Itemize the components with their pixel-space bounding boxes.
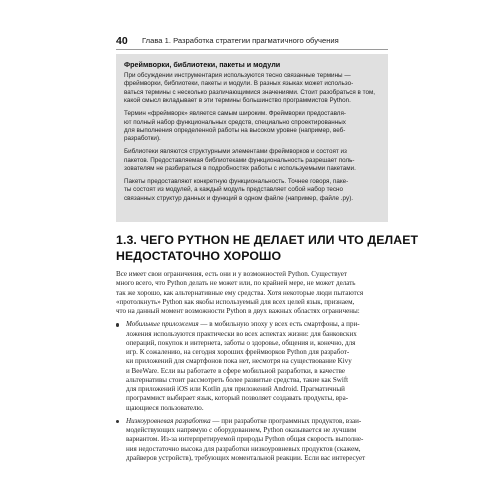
- text-line: игр. К сожалению, на сегодня хороших фреймворков Python для разработ-: [126, 348, 350, 356]
- sidebar-paragraph: [124, 178, 380, 203]
- header-rule: [116, 49, 388, 50]
- intro-paragraph: [116, 270, 388, 316]
- text-line: ваться термины с несколько различающимися значениями. Стоит разобраться в том,: [124, 88, 376, 96]
- text-line: для приложений iOS или Kotlin для приложений Android. Прагматичный: [126, 385, 345, 393]
- text-line: ложения используются практически во всех аспектах жизни: для банковских: [126, 329, 357, 338]
- text-line: какой смысл вкладывает в эти термины большинство программистов Python.: [124, 97, 351, 105]
- section-heading-line: НЕДОСТАТОЧНО ХОРОШО: [116, 249, 282, 263]
- text-line: альтернативы стоит рассмотреть более развитые средства, такие как Swift: [126, 375, 349, 384]
- text-line: [126, 320, 388, 329]
- bullet-lead: Низкоуровневая разработка: [126, 416, 211, 425]
- text-line: программист выбирает язык, который позволяет создавать продукты, вра-: [126, 394, 349, 403]
- bullet-icon: [116, 420, 119, 423]
- text-line: так же хорошо, как альтернативные ему средства. Хотя некоторые люди пытаются: [116, 288, 364, 297]
- body-text: [116, 270, 388, 467]
- text-line: вариантом. Из-за интерпретируемой природы Python общая скорость выполне-: [126, 435, 364, 444]
- text-line: для выполнения определенной работы на высоком уровне (например, веб-: [124, 126, 346, 134]
- text-line: Библиотеки являются структурными элементами фреймворков и состоят из: [124, 148, 347, 156]
- text-line: много всего, что Python делать не может или, по крайней мере, не может делать: [116, 279, 356, 288]
- text-line: Пакеты предоставляют конкретную функциональность. Точнее говоря, паке-: [124, 177, 349, 185]
- text-line: ния недостаточно высока для разработки низкоуровневых продуктов (скажем,: [126, 444, 361, 453]
- text-line: щающиеся пользователю.: [126, 403, 204, 412]
- text-line: зователям не разбираться в подробностях работы с используемыми пакетами.: [124, 165, 356, 173]
- text-line: связанных структур данных и функций в одном файле (например, файле .py).: [124, 194, 354, 202]
- text-line: модействующих напрямую с оборудованием, Python оказывается не лучшим: [126, 426, 357, 434]
- bullet-icon: [116, 323, 119, 326]
- text-line: Все имеет свои ограничения, есть они и у возможностей Python. Существует: [116, 270, 348, 278]
- text-line: [126, 417, 388, 426]
- sidebar-paragraph: [124, 148, 380, 173]
- text-line: операций, покупок и интернета, заботы о здоровье, общения и, конечно, для: [126, 338, 356, 347]
- text-line: драйверов устройств), требующих моментальной реакции. Если вас интересует: [126, 453, 366, 462]
- text-line: При обсуждении инструментария используются тесно связанные термины —: [124, 72, 351, 79]
- text-line: и BeeWare. Если вы работаете в сфере мобильной разработки, в качестве: [126, 366, 345, 375]
- section-heading: [116, 232, 419, 264]
- text-line: ты состоят из модулей, а каждый модуль представляет собой набор тесно: [124, 186, 344, 194]
- running-head: Глава 1. Разработка стратегии прагматичного обучения: [142, 36, 339, 45]
- bullet-lead: Мобильные приложения: [126, 320, 199, 329]
- text-line: ки приложений для смартфонов пока нет, несмотря на существование Kivy: [126, 357, 352, 366]
- text-line: пакетов. Предоставляемая библиотеками функциональность разрешает поль-: [124, 156, 355, 164]
- page-header: [116, 36, 388, 49]
- text-line: разработки).: [124, 135, 161, 143]
- bullet-item-mobile: [116, 320, 388, 413]
- text-line-rest: — в мобильную эпоху у всех есть смартфоны, а при-: [198, 320, 360, 329]
- section-heading-line: 1.3. ЧЕГО PYTHON НЕ ДЕЛАЕТ ИЛИ ЧТО ДЕЛАЕТ: [116, 233, 419, 247]
- sidebar-box: [116, 54, 388, 222]
- text-line: «протолкнуть» Python как якобы используемый для всех целей язык, признаем,: [116, 297, 355, 306]
- text-line: что на данный момент возможности Python в двух важных областях ограничены:: [116, 307, 360, 315]
- text-line: фреймворки, библиотеки, пакеты и модули. В разных языках может использо-: [124, 80, 354, 88]
- text-line: ют полный набор функциональных средств, специально спроектированных: [124, 118, 346, 126]
- sidebar-paragraph: [124, 72, 380, 106]
- sidebar-title: Фреймворки, библиотеки, пакеты и модули: [124, 60, 281, 69]
- sidebar-paragraph: [124, 110, 380, 144]
- bullet-item-lowlevel: [116, 417, 388, 463]
- text-line-rest: — при разработке программных продуктов, взаи-: [210, 416, 362, 425]
- text-line: Термин «фреймворк» является самым широким. Фреймворки предоставля-: [124, 110, 346, 118]
- page-number: 40: [116, 35, 128, 47]
